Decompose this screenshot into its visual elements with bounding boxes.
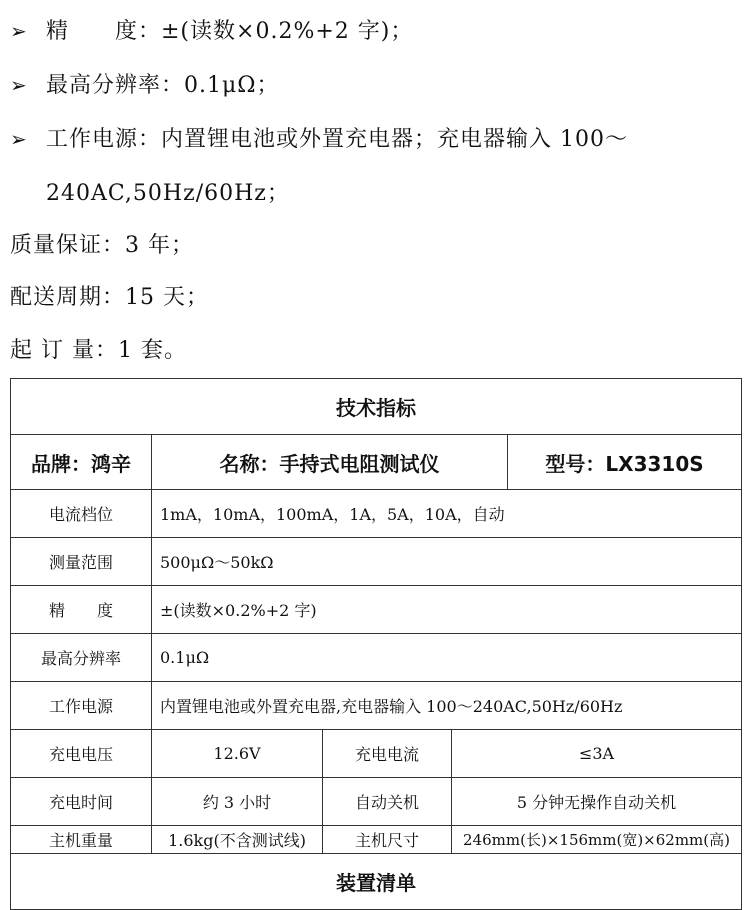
intro-moq: 起 订 量：1 套。 bbox=[10, 338, 187, 363]
charge-voltage-value: 12.6V bbox=[152, 730, 323, 778]
weight-value: 1.6kg(不含测试线) bbox=[152, 826, 323, 854]
row-label: 测量范围 bbox=[11, 538, 152, 586]
product-name-cell: 名称：手持式电阻测试仪 bbox=[152, 435, 508, 490]
row-value: 0.1μΩ bbox=[152, 634, 742, 682]
intro-precision bbox=[0, 14, 413, 45]
arrow-bullet-icon: ➢ bbox=[10, 73, 28, 97]
spec-table bbox=[10, 378, 742, 910]
brand-cell: 品牌：鸿辛 bbox=[11, 435, 152, 490]
intro-resolution-text: 最高分辨率：0.1μΩ； bbox=[46, 73, 280, 98]
row-label: 工作电源 bbox=[11, 682, 152, 730]
weight-label: 主机重量 bbox=[11, 826, 152, 854]
intro-power-cont: 240AC,50Hz/60Hz； bbox=[46, 181, 290, 206]
auto-off-label: 自动关机 bbox=[323, 778, 452, 826]
intro-precision-text: 精 度：±(读数×0.2%+2 字)； bbox=[46, 19, 414, 44]
charge-current-value: ≤3A bbox=[452, 730, 742, 778]
model-cell: 型号：LX3310S bbox=[508, 435, 742, 490]
arrow-bullet-icon: ➢ bbox=[10, 19, 28, 43]
packing-list-title: 装置清单 bbox=[11, 854, 742, 910]
intro-power bbox=[0, 122, 628, 153]
row-value: 500μΩ～50kΩ bbox=[152, 538, 742, 586]
intro-warranty: 质量保证：3 年； bbox=[10, 233, 194, 258]
intro-power-text: 工作电源：内置锂电池或外置充电器；充电器输入 100～ bbox=[46, 127, 628, 152]
row-label: 电流档位 bbox=[11, 490, 152, 538]
size-label: 主机尺寸 bbox=[323, 826, 452, 854]
row-value: 内置锂电池或外置充电器,充电器输入 100～240AC,50Hz/60Hz bbox=[152, 682, 742, 730]
table-title: 技术指标 bbox=[11, 379, 742, 435]
arrow-bullet-icon: ➢ bbox=[10, 127, 28, 151]
charge-time-label: 充电时间 bbox=[11, 778, 152, 826]
size-value: 246mm(长)×156mm(宽)×62mm(高) bbox=[452, 826, 742, 854]
charge-current-label: 充电电流 bbox=[323, 730, 452, 778]
row-label: 精 度 bbox=[11, 586, 152, 634]
intro-delivery: 配送周期：15 天； bbox=[10, 285, 209, 310]
charge-voltage-label: 充电电压 bbox=[11, 730, 152, 778]
row-value: 1mA，10mA，100mA，1A，5A，10A，自动 bbox=[152, 490, 742, 538]
intro-resolution bbox=[0, 68, 280, 99]
row-label: 最高分辨率 bbox=[11, 634, 152, 682]
auto-off-value: 5 分钟无操作自动关机 bbox=[452, 778, 742, 826]
charge-time-value: 约 3 小时 bbox=[152, 778, 323, 826]
row-value: ±(读数×0.2%+2 字) bbox=[152, 586, 742, 634]
